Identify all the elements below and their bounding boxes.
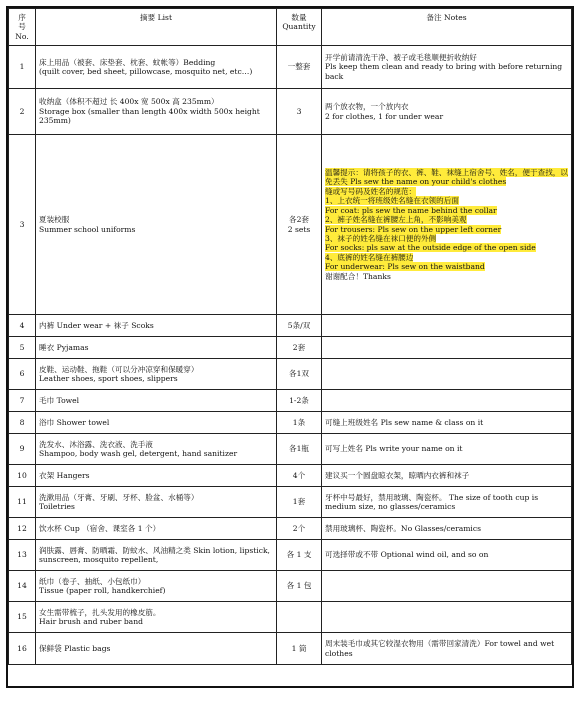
row-notes-highlighted <box>322 135 572 315</box>
row-quantity: 1条 <box>277 412 322 434</box>
table-row <box>9 315 572 337</box>
row-number: 9 <box>9 434 36 465</box>
row-notes <box>322 359 572 390</box>
document-page <box>6 6 574 688</box>
row-quantity: 各1瓶 <box>277 434 322 465</box>
row-quantity: 各2套 2 sets <box>277 135 322 315</box>
highlighted-note-line: 3、袜子的姓名缝在袜口便的外侧 <box>325 233 437 243</box>
highlighted-note-line: 4、底裤的姓名缝在裤腰边 <box>325 252 414 262</box>
row-item: 洗发水、沐浴露、洗衣液、洗手液 Shampoo, body wash gel, detergent, hand sanitizer <box>36 434 277 465</box>
header-no: 序 号 No. <box>9 9 36 46</box>
table-row <box>9 89 572 135</box>
row-item: 睡衣 Pyjamas <box>36 337 277 359</box>
row-number: 5 <box>9 337 36 359</box>
row-notes: 开学前请清洗干净、被子或毛毯顺便折收纳好 Pls keep them clean and ready to bring with before returning back <box>322 46 572 89</box>
table-row <box>9 46 572 89</box>
row-notes: 两个放衣物，一个放内衣 2 for clothes, 1 for under wear <box>322 89 572 135</box>
table-row <box>9 337 572 359</box>
table-row <box>9 602 572 633</box>
row-quantity: 1套 <box>277 487 322 518</box>
row-notes: 可写上姓名 Pls write your name on it <box>322 434 572 465</box>
row-quantity: 2个 <box>277 518 322 540</box>
row-item: 饮水杯 Cup （宿舍、课室各 1 个） <box>36 518 277 540</box>
row-number: 11 <box>9 487 36 518</box>
row-number: 4 <box>9 315 36 337</box>
row-item: 收纳盒（体积不超过 长 400x 宽 500x 高 235mm） Storage box (smaller than length 400x width 500x height 235mm) <box>36 89 277 135</box>
row-item: 女生需带梳子，扎头发用的橡皮筋。 Hair brush and ruber band <box>36 602 277 633</box>
highlighted-note-line: For underwear: Pls sew on the waistband <box>325 262 485 272</box>
table-row <box>9 390 572 412</box>
row-notes <box>322 315 572 337</box>
row-notes <box>322 602 572 633</box>
row-item: 夏装校服 Summer school uniforms <box>36 135 277 315</box>
row-item: 衣架 Hangers <box>36 465 277 487</box>
row-notes: 可缝上班级姓名 Pls sew name & class on it <box>322 412 572 434</box>
highlighted-note-line: 1、上衣统一将班级姓名缝在衣领的后面 <box>325 196 459 206</box>
row-item: 毛巾 Towel <box>36 390 277 412</box>
row-quantity: 5条/双 <box>277 315 322 337</box>
row-number: 2 <box>9 89 36 135</box>
row-item: 润肤露、唇膏、防晒霜、防蚊水、风油精之类 Skin lotion, lipstick, sunscreen, mosquito repellent, <box>36 540 277 571</box>
table-header-row <box>9 9 572 46</box>
row-number: 13 <box>9 540 36 571</box>
row-notes: 牙杯中号最好，禁用玻璃、陶瓷杯。 The size of tooth cup is medium size, no glasses/ceramics <box>322 487 572 518</box>
row-quantity: 1 筒 <box>277 633 322 665</box>
table-row <box>9 487 572 518</box>
row-quantity: 各 1 支 <box>277 540 322 571</box>
row-number: 6 <box>9 359 36 390</box>
row-number: 12 <box>9 518 36 540</box>
row-item: 浴巾 Shower towel <box>36 412 277 434</box>
table-row <box>9 465 572 487</box>
row-number: 10 <box>9 465 36 487</box>
table-row <box>9 412 572 434</box>
row-quantity: 4个 <box>277 465 322 487</box>
row-notes: 禁用玻璃杯、陶瓷杯。No Glasses/ceramics <box>322 518 572 540</box>
table-row <box>9 359 572 390</box>
row-quantity: 1-2条 <box>277 390 322 412</box>
row-notes <box>322 337 572 359</box>
row-number: 7 <box>9 390 36 412</box>
row-notes <box>322 390 572 412</box>
highlighted-note-line: 温馨提示：请将孩子的衣、裤、鞋、袜缝上宿舍号、姓名，便于查找，以免丢失 Pls sew the name on your child's clothes <box>325 167 568 187</box>
row-notes: 可选择带或不带 Optional wind oil, and so on <box>322 540 572 571</box>
table-row <box>9 540 572 571</box>
row-number: 1 <box>9 46 36 89</box>
row-quantity: 各1双 <box>277 359 322 390</box>
note-thanks: 谢谢配合！Thanks <box>325 271 391 281</box>
row-number: 8 <box>9 412 36 434</box>
row-item: 保鲜袋 Plastic bags <box>36 633 277 665</box>
row-item: 纸巾（卷子、抽纸、小包纸巾） Tissue (paper roll, handkerchief) <box>36 571 277 602</box>
row-quantity: 2套 <box>277 337 322 359</box>
highlighted-note-line: For trousers: Pls sew on the upper left corner <box>325 224 502 234</box>
row-item: 床上用品（被套、床垫套、枕套、蚊帐等）Bedding (quilt cover, bed sheet, pillowcase, mosquito net, etc…) <box>36 46 277 89</box>
table-row <box>9 633 572 665</box>
row-number: 15 <box>9 602 36 633</box>
table-row <box>9 571 572 602</box>
table-row <box>9 518 572 540</box>
header-notes: 备注 Notes <box>322 9 572 46</box>
row-notes: 建议买一个圆盘晾衣架，晾晒内衣裤和袜子 <box>322 465 572 487</box>
table-row <box>9 434 572 465</box>
header-quantity: 数量 Quantity <box>277 9 322 46</box>
table-row <box>9 135 572 315</box>
row-notes: 周末装毛巾或其它较湿衣物用（需带回家清洗）For towel and wet clothes <box>322 633 572 665</box>
row-notes <box>322 571 572 602</box>
row-number: 14 <box>9 571 36 602</box>
highlighted-note-line: For socks: pls saw at the outside edge of the open side <box>325 243 536 253</box>
row-number: 16 <box>9 633 36 665</box>
highlighted-note-line: 缝或写号码及姓名的规范： <box>325 186 417 196</box>
row-quantity <box>277 602 322 633</box>
row-item: 皮鞋、运动鞋、拖鞋（可以分冲凉穿和保暖穿） Leather shoes, sport shoes, slippers <box>36 359 277 390</box>
row-quantity: 各 1 包 <box>277 571 322 602</box>
row-quantity: 3 <box>277 89 322 135</box>
row-number: 3 <box>9 135 36 315</box>
row-item: 内裤 Under wear + 袜子 Scoks <box>36 315 277 337</box>
header-item: 摘要 List <box>36 9 277 46</box>
packing-list-table <box>8 8 572 665</box>
row-item: 洗漱用品（牙膏、牙刷、牙杯、脸盆、水桶等） Toiletries <box>36 487 277 518</box>
highlighted-note-line: 2、裤子姓名缝在裤腰左上角，不影响美观 <box>325 215 467 225</box>
highlighted-note-line: For coat: pls sew the name behind the collar <box>325 205 497 215</box>
row-quantity: 一整套 <box>277 46 322 89</box>
